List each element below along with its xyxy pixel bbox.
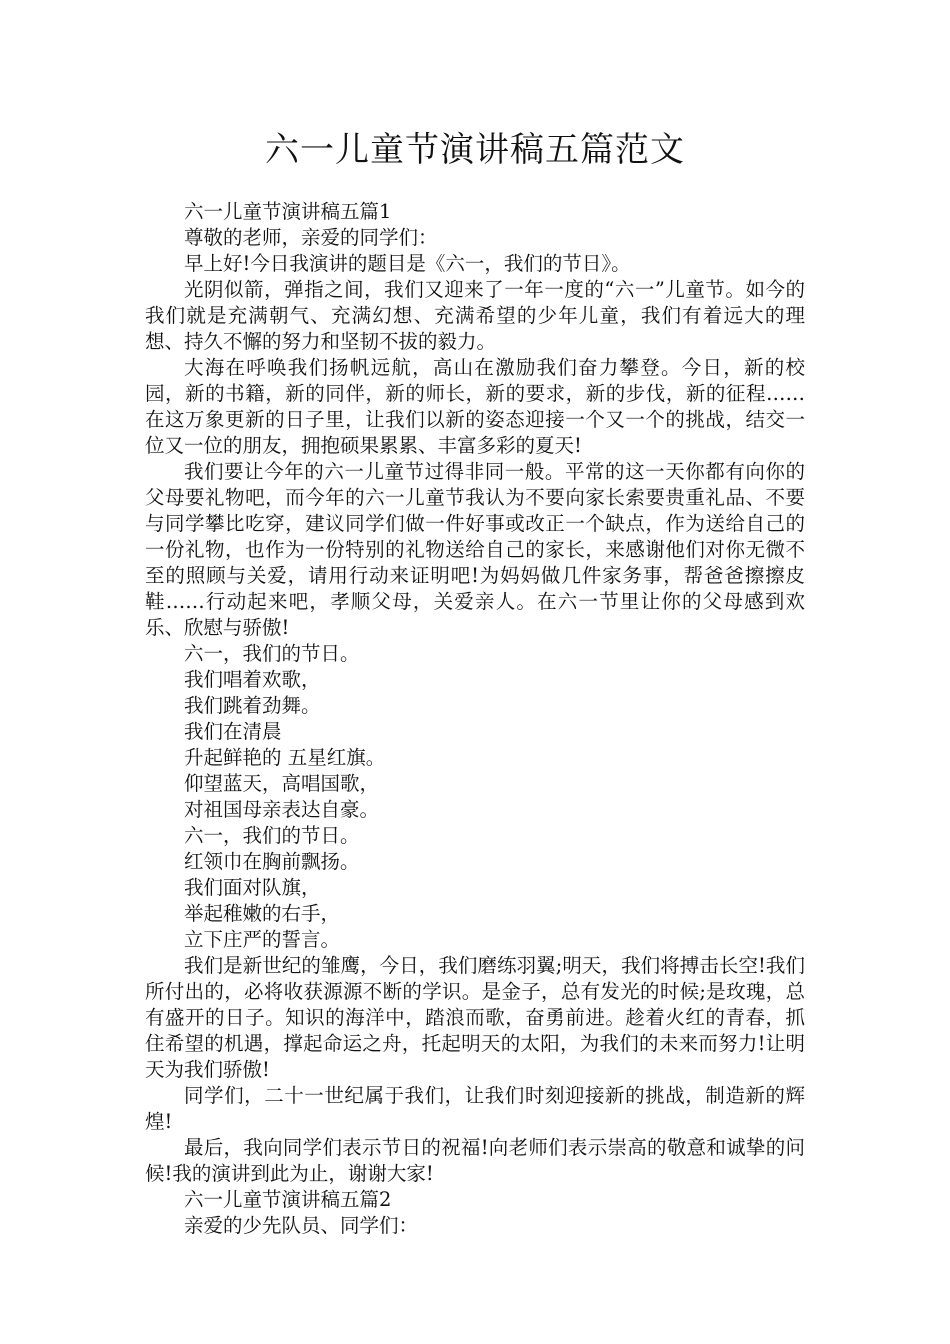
- salutation: 亲爱的少先队员、同学们：: [184, 1214, 419, 1237]
- poem-line: 六一，我们的节日。: [184, 642, 360, 665]
- poem-line: 仰望蓝天，高唱国歌，: [184, 772, 380, 795]
- salutation: 尊敬的老师，亲爱的同学们：: [184, 226, 438, 249]
- poem-line: 举起稚嫩的右手，: [184, 902, 341, 925]
- poem-line: 我们唱着欢歌，: [184, 668, 321, 691]
- poem-line: 六一，我们的节日。: [184, 824, 360, 847]
- body-paragraph: 同学们，二十一世纪属于我们，让我们时刻迎接新的挑战，制造新的辉煌!: [145, 1084, 805, 1133]
- greeting-paragraph: 早上好!今日我演讲的题目是《六一，我们的节日》。: [184, 252, 631, 275]
- document-title: 六一儿童节演讲稿五篇范文: [265, 130, 685, 170]
- poem-line: 我们在清晨: [184, 720, 282, 743]
- body-paragraph: 大海在呼唤我们扬帆远航，高山在激励我们奋力攀登。今日，新的校园，新的书籍，新的同伴，新的师长，新的要求，新的步伐，新的征程……在这万象更新的日子里，让我们以新的姿态迎接一个又一个的挑战，结交一位又一位的朋友，拥抱硕果累累、丰富多彩的夏天!: [145, 356, 805, 457]
- poem-line: 我们跳着劲舞。: [184, 694, 321, 717]
- document-body: [145, 199, 805, 1239]
- poem-line: 升起鲜艳的 五星红旗。: [184, 746, 386, 769]
- section-heading-1: 六一儿童节演讲稿五篇1: [184, 200, 392, 223]
- poem-line: 立下庄严的誓言。: [184, 928, 341, 951]
- body-paragraph: 我们要让今年的六一儿童节过得非同一般。平常的这一天你都有向你的父母要礼物吧，而今年的六一儿童节我认为不要向家长索要贵重礼品、不要与同学攀比吃穿，建议同学们做一件好事或改正一个缺点，作为送给自己的一份礼物，也作为一份特别的礼物送给自己的家长，来感谢他们对你无微不至的照顾与关爱，请用行动来证明吧!为妈妈做几件家务事，帮爸爸擦擦皮鞋……行动起来吧，孝顺父母，关爱亲人。在六一节里让你的父母感到欢乐、欣慰与骄傲!: [145, 460, 805, 639]
- body-paragraph: 光阴似箭，弹指之间，我们又迎来了一年一度的“六一”儿童节。如今的我们就是充满朝气、充满幻想、充满希望的少年儿童，我们有着远大的理想、持久不懈的努力和坚韧不拔的毅力。: [145, 278, 805, 353]
- poem-line: 对祖国母亲表达自豪。: [184, 798, 380, 821]
- poem-line: 红领巾在胸前飘扬。: [184, 850, 360, 873]
- body-paragraph: 我们是新世纪的雏鹰，今日，我们磨练羽翼;明天，我们将搏击长空!我们所付出的，必将收获源源不断的学识。是金子，总有发光的时候;是玫瑰，总有盛开的日子。知识的海洋中，踏浪而歌，奋勇前进。趁着火红的青春，抓住希望的机遇，撑起命运之舟，托起明天的太阳，为我们的未来而努力!让明天为我们骄傲!: [145, 954, 805, 1081]
- poem-line: 我们面对队旗，: [184, 876, 321, 899]
- closing-paragraph: 最后，我向同学们表示节日的祝福!向老师们表示崇高的敬意和诚挚的问候!我的演讲到此为止，谢谢大家!: [145, 1136, 805, 1185]
- section-heading-2: 六一儿童节演讲稿五篇2: [184, 1188, 392, 1211]
